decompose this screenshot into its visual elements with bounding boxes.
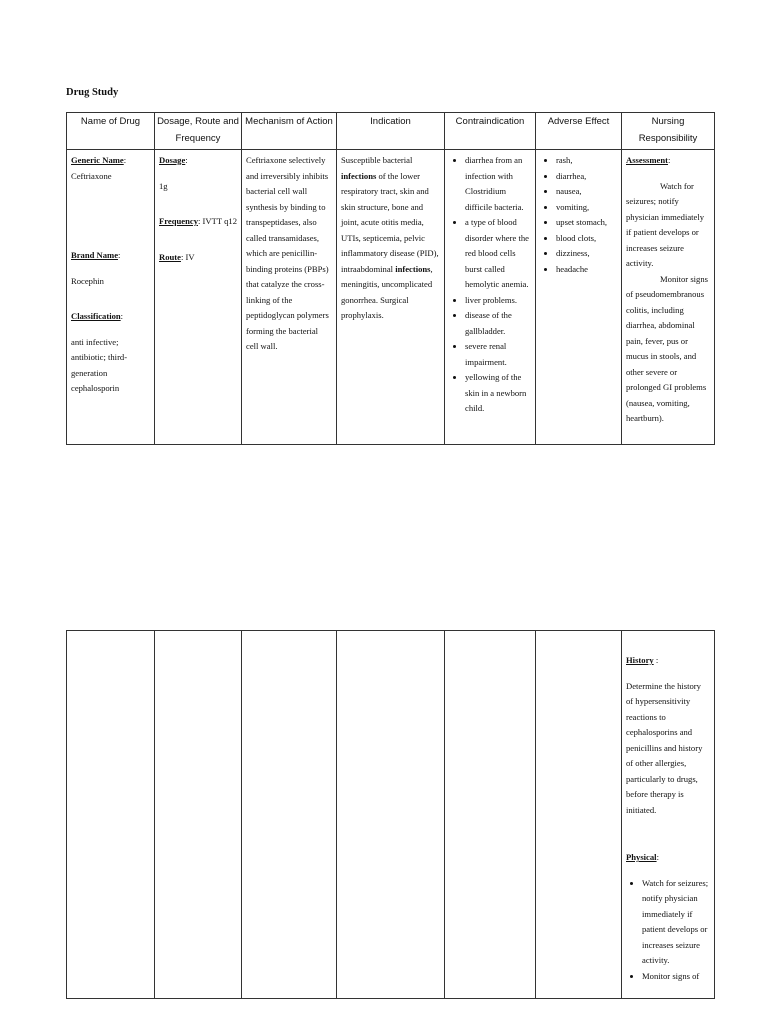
route-label: Route	[159, 251, 181, 262]
list-item: • a type of blood disorder where the red blood cells burst called hemolytic anemia.	[465, 215, 531, 293]
list-item: • Monitor signs of	[642, 969, 710, 985]
indication-text: Susceptible bacterial infections of the lower respiratory tract, skin and skin structure, bone and joint, acute otitis media, UTIs, septicemia, pelvic inflammatory disease (PID), intraabdominal infections, meningitis, uncomplicated gonorrhea. Surgical prophylaxis.	[341, 155, 439, 320]
dosage-label: Dosage	[159, 155, 186, 165]
adverse-effect-list	[540, 153, 617, 277]
empty-cell	[445, 631, 536, 999]
header-name-of-drug: Name of Drug	[67, 113, 155, 150]
table-row	[67, 150, 715, 445]
assessment-paragraph: Watch for seizures; notify physician immediately if patient develops or increases seizure activity.	[626, 180, 705, 268]
list-item: • upset stomach,	[556, 215, 617, 231]
physical-list	[626, 876, 710, 985]
assessment-label: Assessment	[626, 155, 669, 165]
mechanism-cell	[242, 150, 337, 445]
assessment-paragraph: Monitor signs of pseudomembranous colitis, including diarrhea, abdominal pain, fever, pus or mucus in stools, and other severe or prolonged GI problems (nausea, vomiting, heartburn).	[626, 273, 708, 423]
header-indication: Indication	[337, 113, 445, 150]
nursing-cell-continued: History : Determine the history of hypersensitivity reactions to cephalosporins and penicillins and history of other allergies, particularly to drugs, before therapy is initiated. Physical: • Watch for seizures; notify physician immediately if patient develops or increases seizure activity. • Monitor signs of	[622, 631, 715, 999]
list-item: • headache	[556, 262, 617, 278]
dosage-cell: Dosage: 1g Frequency: IVTT q12 Route: IV	[155, 150, 242, 445]
brand-name-label: Brand Name	[71, 250, 119, 260]
header-adverse-effect: Adverse Effect	[536, 113, 622, 150]
empty-cell	[242, 631, 337, 999]
nursing-cell: Assessment: Watch for seizures; notify physician immediately if patient develops or increases seizure activity. Monitor signs of pseudomembranous colitis, including diarrhea, abdominal pain, fever, pus or mucus in stools, and other severe or prolonged GI problems (nausea, vomiting, heartburn).	[622, 150, 715, 445]
contraindication-list	[449, 153, 531, 417]
empty-cell	[337, 631, 445, 999]
generic-name-value: Ceftriaxone	[71, 170, 112, 181]
list-item: • rash,	[556, 153, 617, 169]
generic-name-label: Generic Name	[71, 155, 124, 165]
list-item: • vomiting,	[556, 200, 617, 216]
drug-study-table-continued	[66, 630, 715, 999]
frequency-value: IVTT q12	[202, 216, 237, 226]
classification-value: anti infective; antibiotic; third-generation cephalosporin	[71, 336, 128, 393]
header-mechanism: Mechanism of Action	[242, 113, 337, 150]
list-item: • liver problems.	[465, 293, 531, 309]
header-nursing-responsibility: Nursing Responsibility	[622, 113, 715, 150]
header-contraindication: Contraindication	[445, 113, 536, 150]
list-item: • severe renal impairment.	[465, 339, 531, 370]
list-item: • nausea,	[556, 184, 617, 200]
history-text: Determine the history of hypersensitivity reactions to cephalosporins and penicillins and history of other allergies, particularly to drugs, before therapy is initiated.	[626, 680, 703, 815]
empty-cell	[536, 631, 622, 999]
header-dosage: Dosage, Route and Frequency	[155, 113, 242, 150]
list-item: • diarrhea,	[556, 169, 617, 185]
table-row	[67, 631, 715, 999]
header-row	[67, 113, 715, 150]
list-item: • Watch for seizures; notify physician immediately if patient develops or increases seizure activity.	[642, 876, 710, 969]
document-title: Drug Study	[66, 87, 119, 98]
mechanism-text: Ceftriaxone selectively and irreversibly inhibits bacterial cell wall synthesis by binding to transpeptidases, also called transamidases, which are penicillin-binding proteins (PBPs) that catalyze the cross-linking of the peptidoglycan polymers forming the bacterial cell wall.	[246, 155, 329, 351]
list-item: • yellowing of the skin in a newborn child.	[465, 370, 531, 417]
adverse-effect-cell	[536, 150, 622, 445]
list-item: • disease of the gallbladder.	[465, 308, 531, 339]
classification-label: Classification	[71, 311, 121, 321]
route-value: IV	[185, 251, 195, 262]
brand-name-value: Rocephin	[71, 275, 104, 286]
drug-study-table	[66, 112, 715, 445]
frequency-label: Frequency	[159, 216, 198, 226]
list-item: • diarrhea from an infection with Clostridium difficile bacteria.	[465, 153, 531, 215]
list-item: • blood clots,	[556, 231, 617, 247]
empty-cell	[155, 631, 242, 999]
history-label: History	[626, 655, 654, 665]
contraindication-cell	[445, 150, 536, 445]
list-item: • dizziness,	[556, 246, 617, 262]
empty-cell	[67, 631, 155, 999]
physical-label: Physical	[626, 852, 657, 862]
indication-cell	[337, 150, 445, 445]
dosage-value: 1g	[159, 180, 168, 191]
name-of-drug-cell: Generic Name: Ceftriaxone Brand Name: Rocephin Classification: anti infective; antibiotic; third-generation cephalosporin	[67, 150, 155, 445]
